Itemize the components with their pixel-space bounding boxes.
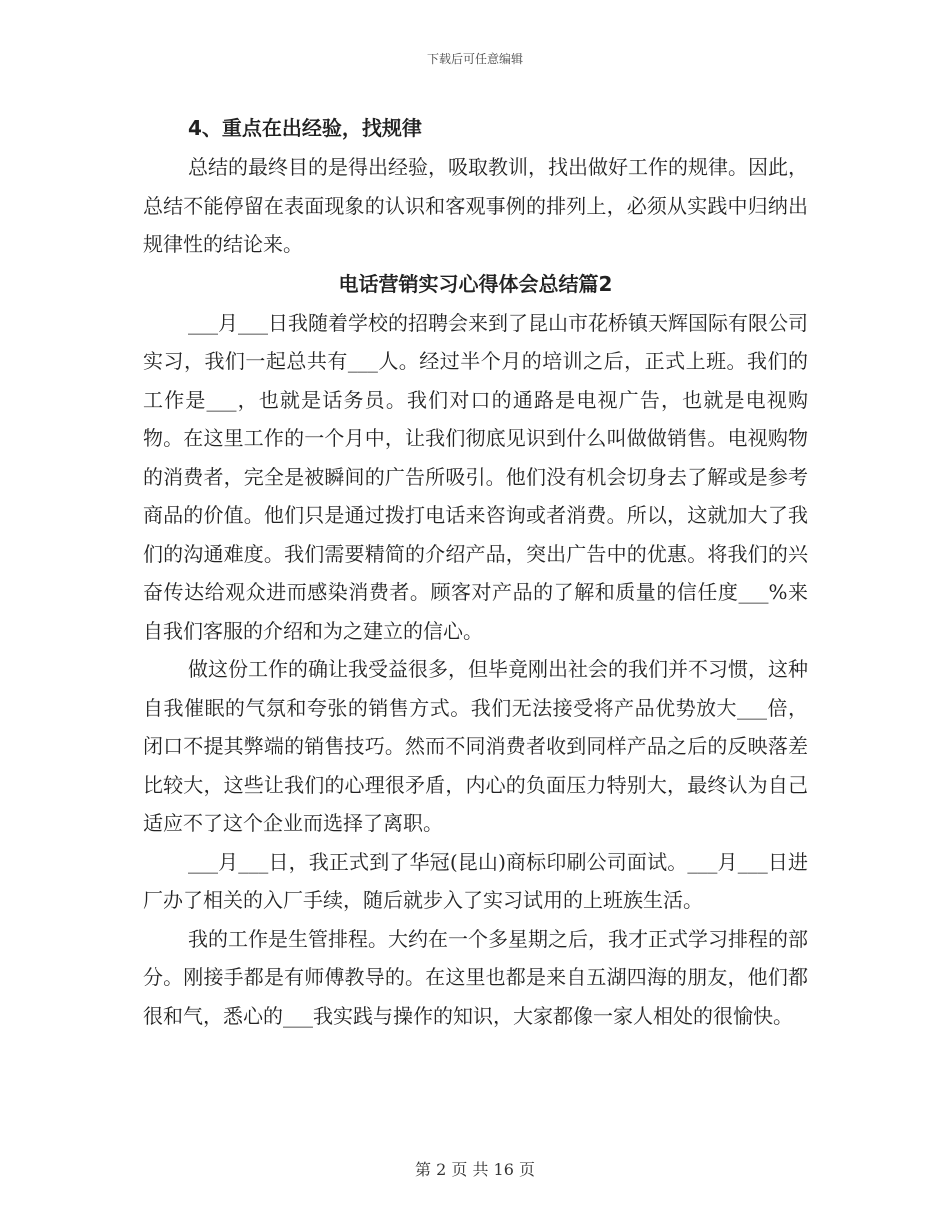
page-header-note: 下载后可任意编辑 xyxy=(426,52,523,66)
article-paragraph: 做这份工作的确让我受益很多，但毕竟刚出社会的我们并不习惯，这种自我催眠的气氛和夸张的销售方式。我们无法接受将产品优势放大___倍，闭口不提其弊端的销售技巧。然而不同消费者收到同样产品之后的反映落差比较大，这些让我们的心理很矛盾，内心的负面压力特别大，最终认为自己适应不了这个企业而选择了离职。 xyxy=(143,657,808,835)
section-heading: 4、重点在出经验，找规律 xyxy=(188,116,422,140)
document-body xyxy=(143,108,808,1035)
section-paragraph: 总结的最终目的是得出经验，吸取教训，找出做好工作的规律。因此，总结不能停留在表面现象的认识和客观事例的排列上，必须从实践中归纳出规律性的结论来。 xyxy=(143,155,808,256)
article-paragraph: 我的工作是生管排程。大约在一个多星期之后，我才正式学习排程的部分。刚接手都是有师傅教导的。在这里也都是来自五湖四海的朋友，他们都很和气，悉心的___我实践与操作的知识，大家都像一家人相处的很愉快。 xyxy=(143,926,808,1028)
article-paragraph: ___月___日，我正式到了华冠(昆山)商标印刷公司面试。___月___日进厂办了相关的入厂手续，随后就步入了实习试用的上班族生活。 xyxy=(143,849,808,912)
article-paragraph: ___月___日我随着学校的招聘会来到了昆山市花桥镇天辉国际有限公司实习，我们一起总共有___人。经过半个月的培训之后，正式上班。我们的工作是___，也就是话务员。我们对口的通路是电视广告，也就是电视购物。在这里工作的一个月中，让我们彻底见识到什么叫做做销售。电视购物的消费者，完全是被瞬间的广告所吸引。他们没有机会切身去了解或是参考商品的价值。他们只是通过拨打电话来咨询或者消费。所以，这就加大了我们的沟通难度。我们需要精简的介绍产品，突出广告中的优惠。将我们的兴奋传达给观众进而感染消费者。顾客对产品的了解和质量的信任度___%来自我们客服的介绍和为之建立的信心。 xyxy=(143,310,808,643)
page-number: 第 2 页 共 16 页 xyxy=(415,1160,535,1179)
article-title: 电话营销实习心得体会总结篇2 xyxy=(338,271,613,296)
